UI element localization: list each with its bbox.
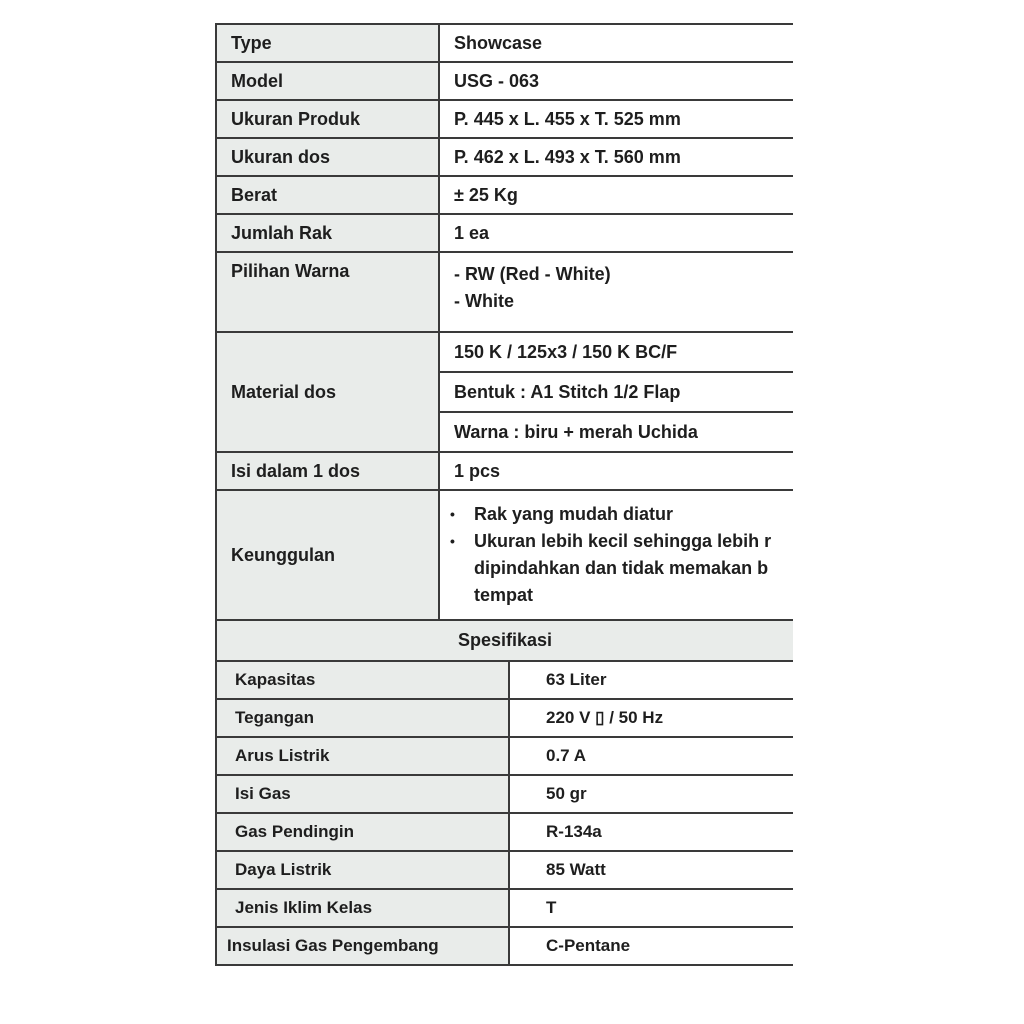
table-row bbox=[216, 927, 793, 965]
table-row bbox=[216, 662, 793, 699]
list-item-continuation: tempat bbox=[474, 585, 534, 605]
row-label: Daya Listrik bbox=[216, 851, 509, 889]
spec-table bbox=[215, 662, 793, 966]
list-item: • Rak yang mudah diatur bbox=[450, 501, 793, 528]
row-value: 1 pcs bbox=[439, 452, 793, 490]
row-value: T bbox=[509, 889, 793, 927]
color-option: - RW (Red - White) bbox=[454, 264, 611, 284]
table-row bbox=[216, 100, 793, 138]
row-value: Showcase bbox=[439, 24, 793, 62]
row-value: P. 462 x L. 493 x T. 560 mm bbox=[439, 138, 793, 176]
row-label: Isi Gas bbox=[216, 775, 509, 813]
box-material-value: Warna : biru + merah Uchida bbox=[454, 422, 698, 442]
row-label: Ukuran Produk bbox=[216, 100, 439, 138]
spec-title: Spesifikasi bbox=[215, 621, 793, 662]
row-value: ± 25 Kg bbox=[439, 176, 793, 214]
table-row bbox=[216, 176, 793, 214]
row-label: Keunggulan bbox=[216, 490, 439, 620]
list-item-continuation: dipindahkan dan tidak memakan b bbox=[474, 558, 769, 578]
row-value: 50 gr bbox=[509, 775, 793, 813]
table-row bbox=[216, 24, 793, 62]
row-label: Tegangan bbox=[216, 699, 509, 737]
row-label: Gas Pendingin bbox=[216, 813, 509, 851]
box-material-row bbox=[216, 332, 793, 452]
product-table bbox=[215, 23, 793, 621]
row-label: Material dos bbox=[216, 332, 439, 452]
box-material-value: 150 K / 125x3 / 150 K BC/F bbox=[440, 333, 793, 373]
row-value: 85 Watt bbox=[509, 851, 793, 889]
table-row bbox=[216, 62, 793, 100]
row-label: Jenis Iklim Kelas bbox=[216, 889, 509, 927]
row-value: 220 V ▯ / 50 Hz bbox=[509, 699, 793, 737]
table-row bbox=[216, 214, 793, 252]
table-row bbox=[216, 699, 793, 737]
table-row bbox=[216, 775, 793, 813]
advantages-list bbox=[450, 501, 793, 555]
row-label: Pilihan Warna bbox=[216, 252, 439, 332]
row-label: Model bbox=[216, 62, 439, 100]
advantages-value bbox=[439, 490, 793, 620]
color-options-row bbox=[216, 252, 793, 332]
row-value: P. 445 x L. 455 x T. 525 mm bbox=[439, 100, 793, 138]
row-label: Type bbox=[216, 24, 439, 62]
row-value: R-134a bbox=[509, 813, 793, 851]
row-value: 0.7 A bbox=[509, 737, 793, 775]
spec-sheet bbox=[215, 23, 793, 966]
table-row bbox=[216, 737, 793, 775]
row-label: Jumlah Rak bbox=[216, 214, 439, 252]
box-material-value: Bentuk : A1 Stitch 1/2 Flap bbox=[440, 373, 793, 413]
table-row bbox=[216, 452, 793, 490]
color-options-value bbox=[439, 252, 793, 332]
table-row bbox=[216, 138, 793, 176]
list-item: • Ukuran lebih kecil sehingga lebih r bbox=[450, 528, 793, 555]
row-label: Ukuran dos bbox=[216, 138, 439, 176]
row-label: Kapasitas bbox=[216, 662, 509, 699]
table-row bbox=[216, 813, 793, 851]
row-label: Isi dalam 1 dos bbox=[216, 452, 439, 490]
color-option: - White bbox=[454, 291, 514, 311]
row-value: USG - 063 bbox=[439, 62, 793, 100]
row-label: Insulasi Gas Pengembang bbox=[216, 927, 509, 965]
row-label: Berat bbox=[216, 176, 439, 214]
row-value: 63 Liter bbox=[509, 662, 793, 699]
table-row bbox=[216, 889, 793, 927]
row-label: Arus Listrik bbox=[216, 737, 509, 775]
box-material-values bbox=[439, 332, 793, 452]
advantages-row bbox=[216, 490, 793, 620]
table-row bbox=[216, 851, 793, 889]
row-value: 1 ea bbox=[439, 214, 793, 252]
row-value: C-Pentane bbox=[509, 927, 793, 965]
